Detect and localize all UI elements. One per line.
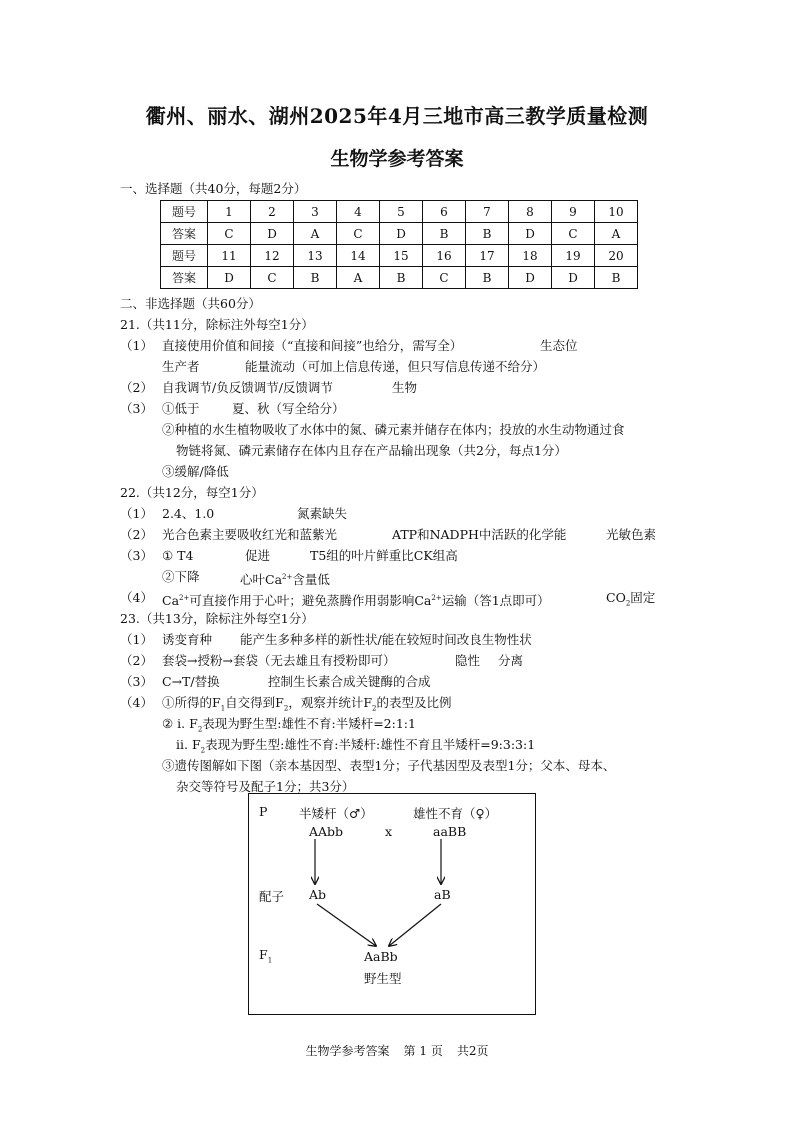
table-cell: C — [251, 267, 294, 289]
q22-text: CO — [606, 590, 626, 605]
q22-part-num: （3） — [120, 548, 153, 563]
table-cell: C — [337, 223, 380, 245]
q22-3-answer-a: ① T4 — [162, 548, 194, 563]
table-cell: 3 — [294, 201, 337, 223]
q23-part-num: （1） — [120, 632, 153, 647]
q22-1-answer-a: 2.4、1.0 — [162, 506, 215, 521]
q22-part-num: （2） — [120, 527, 153, 542]
q23-4-answer-e: 杂交等符号及配子1分；共3分） — [176, 779, 355, 794]
table-cell: C — [208, 223, 251, 245]
q22-part-num: （4） — [120, 590, 153, 605]
q23-text: 的表型及比例 — [376, 695, 452, 710]
q23-text: ①所得的F — [162, 695, 221, 710]
q22-text: 含量低 — [292, 572, 330, 588]
table-cell: A — [595, 223, 638, 245]
cross-symbol: x — [385, 824, 393, 839]
table-cell: B — [294, 267, 337, 289]
q23-2-answer-a: 套袋→授粉→套袋（无去雄且有授粉即可） — [162, 653, 396, 668]
table-cell: D — [208, 267, 251, 289]
genetic-cross-diagram — [248, 793, 536, 1015]
table-cell: 18 — [509, 245, 552, 267]
section1-heading: 一、选择题（共40分，每题2分） — [120, 181, 307, 196]
q22-heading: 22.（共12分，每空1分） — [120, 485, 264, 500]
q21-3-answer-e: ③缓解/降低 — [162, 464, 229, 479]
table-cell: 11 — [208, 245, 251, 267]
q23-1-answer-b: 能产生多种多样的新性状/能在较短时间改良生物性状 — [240, 632, 532, 647]
f1-genotype: AaBb — [364, 949, 398, 964]
q21-2-answer-b: 生物 — [392, 380, 418, 395]
q22-text: 心叶Ca — [240, 572, 283, 588]
table-cell: 题号 — [161, 201, 208, 223]
page-footer — [0, 1042, 794, 1059]
subscript: 1 — [220, 704, 226, 713]
q23-3-answer-a: C→T/替换 — [162, 674, 220, 689]
subscript: 2 — [200, 746, 206, 755]
female-gamete: aB — [434, 887, 451, 902]
subscript: 2 — [197, 725, 203, 734]
table-cell: B — [423, 223, 466, 245]
table-cell: 14 — [337, 245, 380, 267]
f1-letter: F — [259, 947, 268, 962]
table-cell: D — [380, 223, 423, 245]
page-subtitle: 生物学参考答案 — [330, 148, 464, 170]
q23-text: ，观察并统计F — [288, 695, 372, 710]
q23-part-num: （3） — [120, 674, 153, 689]
q22-4-answer-a — [162, 590, 550, 609]
q21-3-answer-b: 夏、秋（写全给分） — [232, 401, 345, 416]
q21-3-answer-d: 物链将氮、磷元素储存在体内且存在产品输出现象（共2分，每点1分） — [176, 443, 567, 458]
table-row — [161, 267, 638, 289]
table-cell: 题号 — [161, 245, 208, 267]
q23-4-answer-d: ③遗传图解如下图（亲本基因型、表型1分；子代基因型及表型1分；父本、母本、 — [162, 758, 616, 773]
q23-text: ② i. F — [162, 716, 198, 731]
table-cell: 16 — [423, 245, 466, 267]
q23-3-answer-b: 控制生长素合成关键酶的合成 — [268, 674, 431, 689]
table-cell: D — [509, 223, 552, 245]
q21-part-num: （3） — [120, 401, 153, 416]
q22-text: 可直接作用于心叶；避免蒸腾作用弱影响Ca — [189, 593, 432, 609]
q23-4-answer-a — [162, 695, 451, 717]
page-title: 衢州、丽水、湖州2025年4月三地市高三教学质量检测 — [145, 104, 649, 128]
q21-3-answer-a: ①低于 — [162, 401, 200, 416]
superscript: 2+ — [179, 594, 190, 602]
footer-page-prefix: 第 — [403, 1044, 416, 1058]
q21-3-answer-c: ②种植的水生植物吸收了水体中的氮、磷元素并储存在体内；投放的水生动物通过食 — [162, 422, 625, 437]
table-cell: C — [552, 223, 595, 245]
female-genotype: aaBB — [433, 824, 467, 839]
q22-3-answer-c: T5组的叶片鲜重比CK组高 — [310, 548, 458, 563]
q23-4-answer-c — [176, 737, 535, 759]
table-cell: D — [552, 267, 595, 289]
table-cell: A — [294, 223, 337, 245]
table-cell: 15 — [380, 245, 423, 267]
f1-label — [259, 947, 272, 965]
q21-1-answer-d: 能量流动（可加上信息传递，但只写信息传递不给分） — [245, 359, 546, 374]
table-cell: 6 — [423, 201, 466, 223]
q23-text: 自交得到F — [225, 695, 284, 710]
superscript: 2+ — [282, 573, 293, 581]
q21-2-answer-a: 自我调节/负反馈调节/反馈调节 — [162, 380, 333, 395]
table-row — [161, 223, 638, 245]
table-cell: A — [337, 267, 380, 289]
table-cell: 9 — [552, 201, 595, 223]
q21-part-num: （2） — [120, 380, 153, 395]
table-cell: 2 — [251, 201, 294, 223]
table-cell: D — [251, 223, 294, 245]
q23-text: 表现为野生型:雄性不育:半矮杆=2:1:1 — [202, 716, 416, 731]
footer-total-unit: 页 — [476, 1044, 489, 1058]
table-cell: 答案 — [161, 267, 208, 289]
table-cell: 10 — [595, 201, 638, 223]
f1-phenotype: 野生型 — [364, 971, 402, 986]
table-row — [161, 201, 638, 223]
male-genotype: AAbb — [309, 824, 344, 839]
q22-text: 运输（答1点即可） — [441, 593, 550, 609]
table-cell: 17 — [466, 245, 509, 267]
q21-1-answer-a: 直接使用价值和间接（“直接和间接”也给分，需写全） — [162, 338, 463, 353]
q22-text: Ca — [162, 593, 180, 609]
q22-part-num: （1） — [120, 506, 153, 521]
gamete-label: 配子 — [259, 889, 285, 904]
answer-table — [160, 200, 638, 289]
q22-2-answer-c: 光敏色素 — [606, 527, 657, 542]
superscript: 2+ — [431, 594, 442, 602]
arrow-female-gamete-to-f1 — [389, 904, 441, 946]
q22-3-answer-d: ②下降 — [162, 569, 200, 584]
q22-4-answer-b — [606, 590, 655, 612]
q22-2-answer-b: ATP和NADPH中活跃的化学能 — [392, 527, 567, 542]
table-cell: C — [423, 267, 466, 289]
footer-page-unit: 页 — [430, 1044, 443, 1058]
subscript: 2 — [372, 704, 377, 713]
table-cell: B — [466, 267, 509, 289]
q21-1-answer-c: 生产者 — [162, 359, 200, 374]
q23-text: ii. F — [176, 737, 201, 752]
female-phenotype: 雄性不育（♀） — [413, 806, 498, 821]
q22-1-answer-b: 氮素缺失 — [297, 506, 348, 521]
q23-1-answer-a: 诱变育种 — [162, 632, 213, 647]
footer-text: 生物学参考答案 — [305, 1044, 390, 1058]
table-cell: B — [380, 267, 423, 289]
q23-heading: 23.（共13分，除标注外每空1分） — [120, 611, 314, 626]
table-row — [161, 245, 638, 267]
q23-2-answer-c: 分离 — [498, 653, 524, 668]
footer-total-prefix: 共 — [456, 1044, 469, 1058]
male-phenotype: 半矮杆（♂） — [299, 806, 373, 821]
table-cell: 4 — [337, 201, 380, 223]
q22-3-answer-b: 促进 — [245, 548, 271, 563]
table-cell: 12 — [251, 245, 294, 267]
table-cell: 19 — [552, 245, 595, 267]
subscript: 1 — [267, 956, 273, 965]
table-cell: 20 — [595, 245, 638, 267]
table-cell: B — [466, 223, 509, 245]
q22-2-answer-a: 光合色素主要吸收红光和蓝紫光 — [162, 527, 338, 542]
table-cell: 1 — [208, 201, 251, 223]
subscript: 2 — [283, 704, 289, 713]
q23-text: 表现为野生型:雄性不育:半矮杆:雄性不育且半矮杆=9:3:3:1 — [205, 737, 536, 752]
table-cell: B — [595, 267, 638, 289]
subscript: 2 — [625, 599, 631, 608]
table-cell: 8 — [509, 201, 552, 223]
q23-4-answer-b — [162, 716, 416, 738]
q21-heading: 21.（共11分，除标注外每空1分） — [120, 317, 314, 332]
table-cell: 13 — [294, 245, 337, 267]
q21-1-answer-b: 生态位 — [540, 338, 578, 353]
q23-part-num: （2） — [120, 653, 153, 668]
footer-total-num: 2 — [468, 1044, 477, 1058]
male-gamete: Ab — [309, 887, 327, 902]
q22-text: 固定 — [630, 590, 656, 605]
section2-heading: 二、非选择题（共60分） — [120, 296, 261, 311]
p-label: P — [259, 804, 268, 819]
table-cell: 5 — [380, 201, 423, 223]
table-cell: D — [509, 267, 552, 289]
footer-page-num: 1 — [419, 1044, 427, 1058]
q23-part-num: （4） — [120, 695, 153, 710]
table-cell: 答案 — [161, 223, 208, 245]
arrow-male-gamete-to-f1 — [317, 904, 376, 946]
q23-2-answer-b: 隐性 — [455, 653, 481, 668]
q22-3-answer-e — [240, 569, 330, 588]
table-cell: 7 — [466, 201, 509, 223]
q21-part-num: （1） — [120, 338, 153, 353]
